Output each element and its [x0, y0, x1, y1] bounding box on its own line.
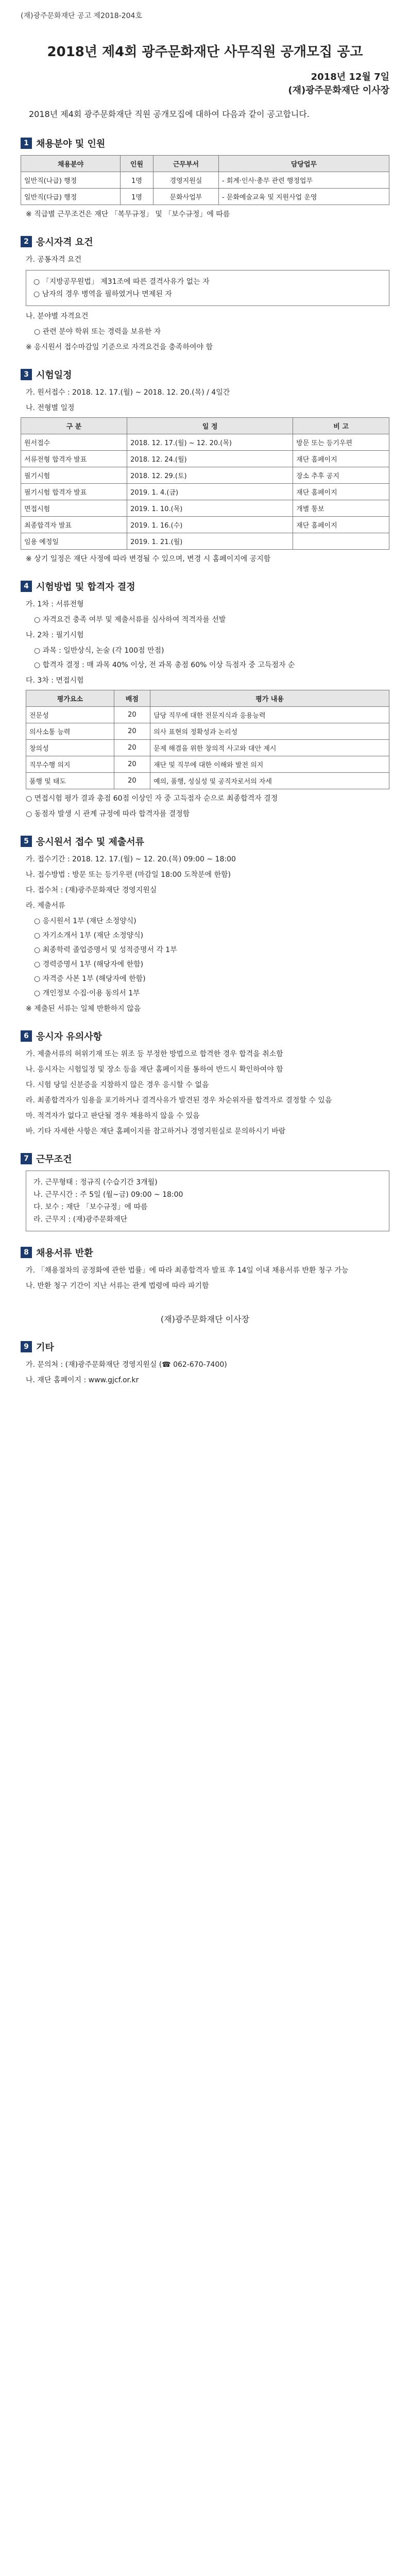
section-number: 8 [21, 1247, 32, 1258]
interview-criteria-table [26, 690, 389, 789]
table-cell: 담당 직무에 대한 전문지식과 응용능력 [150, 707, 389, 723]
schedule-table [21, 417, 389, 550]
table-row [21, 533, 389, 550]
list-item: 나. 반환 청구 기간이 지난 서류는 관계 법령에 따라 파기함 [26, 1282, 209, 1290]
section-misc [21, 1340, 389, 1386]
table-cell: 최종합격자 발표 [21, 517, 127, 533]
section-document-return [21, 1246, 389, 1292]
table-row [21, 517, 389, 533]
list-item: ○ 개인정보 수집·이용 동의서 1부 [34, 989, 140, 997]
list-item: ○ 자격요건 충족 여부 및 제출서류를 심사하여 적격자를 선발 [34, 616, 226, 624]
section-notices [21, 1029, 389, 1138]
table-header-row [21, 156, 389, 172]
list-item: 라. 근무지 : (재)광주문화재단 [33, 1215, 128, 1224]
conditions-box [26, 1171, 389, 1231]
table-cell: 필기시험 합격자 발표 [21, 484, 127, 500]
section-positions [21, 137, 389, 221]
table-header-row [21, 418, 389, 434]
list-item: ○ 면접시험 평가 결과 총점 60점 이상인 자 중 고득점자 순으로 최종합격자 결정 [26, 794, 278, 803]
table-row [21, 500, 389, 517]
list-item: 나. 분야별 자격요건 [26, 312, 89, 320]
table-row [21, 484, 389, 500]
table-row [21, 451, 389, 467]
list-item: 가. 「채용절차의 공정화에 관한 법률」에 따라 최종합격자 발표 후 14일 이내 채용서류 반환 청구 가능 [26, 1266, 349, 1275]
list-item: ○ 동점자 발생 시 관계 규정에 따라 합격자를 결정함 [26, 810, 190, 818]
table-cell: 의사 표현의 정확성과 논리성 [150, 723, 389, 740]
list-item: 가. 근무형태 : 정규직 (수습기간 3개월) [33, 1178, 158, 1187]
list-item: ○ 남자의 경우 병역을 필하였거나 면제된 자 [33, 290, 172, 298]
table-cell: 원서접수 [21, 434, 127, 451]
list-item: 다. 시험 당일 신분증을 지참하지 않은 경우 응시할 수 없음 [26, 1081, 209, 1089]
table-cell: 1명 [121, 189, 153, 205]
list-item: ○ 관련 분야 학위 또는 경력을 보유한 자 [34, 328, 161, 336]
table-row [21, 434, 389, 451]
list-item: 가. 제출서류의 허위기재 또는 위조 등 부정한 방법으로 합격한 경우 합격을 취소함 [26, 1050, 283, 1058]
table-row [26, 723, 389, 740]
table-cell [293, 533, 389, 550]
table-cell: 방문 또는 등기우편 [293, 434, 389, 451]
section-number: 1 [21, 138, 32, 149]
list-item: 나. 접수방법 : 방문 또는 등기우편 (마감일 18:00 도착분에 한함) [26, 871, 231, 879]
section-heading: 채용분야 및 인원 [36, 139, 106, 149]
table-row [26, 707, 389, 723]
section-selection [21, 580, 389, 820]
table-header: 일 정 [127, 418, 293, 434]
list-item: ○ 최종학력 졸업증명서 및 성적증명서 각 1부 [34, 946, 177, 954]
table-cell: - 회계·인사·총무 관련 행정업무 [218, 172, 389, 189]
list-item: 나. 2차 : 필기시험 [26, 631, 84, 639]
positions-table [21, 155, 389, 205]
table-cell: 2019. 1. 16.(수) [127, 517, 293, 533]
section-heading: 시험방법 및 합격자 결정 [36, 582, 135, 592]
list-item: 가. 1차 : 서류전형 [26, 600, 84, 608]
note: ※ 상기 일정은 재단 사정에 따라 변경될 수 있으며, 변경 시 홈페이지에 공지함 [26, 555, 271, 563]
table-header: 평가 내용 [150, 690, 389, 707]
table-row [21, 172, 389, 189]
list-item: ○ 응시원서 1부 (재단 소정양식) [34, 917, 136, 925]
list-item: 가. 접수기간 : 2018. 12. 17.(월) ~ 12. 20.(목) 09:00 ~ 18:00 [26, 855, 236, 863]
section-schedule [21, 368, 389, 565]
section-title [21, 835, 389, 848]
table-cell: 일반직(나급) 행정 [21, 172, 121, 189]
list-item: ○ 과목 : 일반상식, 논술 (각 100점 만점) [34, 647, 164, 655]
table-cell: - 문화예술교육 및 지원사업 운영 [218, 189, 389, 205]
table-cell: 20 [114, 723, 150, 740]
table-row [26, 756, 389, 773]
note: ※ 제출된 서류는 일체 반환하지 않음 [26, 1005, 141, 1013]
section-application [21, 835, 389, 1015]
issue-date-block [21, 71, 389, 97]
table-cell: 창의성 [26, 740, 114, 756]
section-number: 4 [21, 581, 32, 592]
table-cell: 20 [114, 740, 150, 756]
table-cell: 2019. 1. 10.(목) [127, 500, 293, 517]
section-number: 9 [21, 1341, 32, 1352]
list-item: 가. 원서접수 : 2018. 12. 17.(월) ~ 2018. 12. 20.(목) / 4일간 [26, 388, 230, 397]
table-cell: 직무수행 의지 [26, 756, 114, 773]
table-cell: 20 [114, 773, 150, 789]
table-cell: 품행 및 태도 [26, 773, 114, 789]
table-cell: 일반직(다급) 행정 [21, 189, 121, 205]
list-item: 바. 기타 자세한 사항은 재단 홈페이지를 참고하거나 경영지원실로 문의하시기 바람 [26, 1127, 286, 1136]
notice-number: (재)광주문화재단 공고 제2018-204호 [21, 12, 142, 20]
list-item: 가. 문의처 : (재)광주문화재단 경영지원실 (☎ 062-670-7400) [26, 1361, 227, 1369]
section-number: 2 [21, 236, 32, 247]
table-cell: 서류전형 합격자 발표 [21, 451, 127, 467]
intro-text: 2018년 제4회 광주문화재단 직원 공개모집에 대하여 다음과 같이 공고합니다. [29, 109, 310, 119]
table-header: 평가요소 [26, 690, 114, 707]
section-title [21, 235, 389, 248]
list-item: 다. 접수처 : (재)광주문화재단 경영지원실 [26, 886, 157, 894]
table-cell: 재단 홈페이지 [293, 451, 389, 467]
table-header: 구 분 [21, 418, 127, 434]
section-heading: 응시자 유의사항 [36, 1031, 102, 1042]
list-item: ○ 합격자 결정 : 매 과목 40% 이상, 전 과목 총점 60% 이상 득점자 중 고득점자 순 [34, 661, 295, 669]
list-item: 마. 적격자가 없다고 판단될 경우 채용하지 않을 수 있음 [26, 1112, 200, 1120]
section-title [21, 137, 389, 150]
section-number: 6 [21, 1030, 32, 1042]
table-cell: 20 [114, 707, 150, 723]
section-title [21, 580, 389, 593]
notice-title: 2018년 제4회 광주문화재단 사무직원 공개모집 공고 [47, 44, 363, 60]
table-header-row [26, 690, 389, 707]
section-heading: 근무조건 [36, 1154, 72, 1165]
list-item: ※ 응시원서 접수마감일 기준으로 자격요건을 충족하여야 함 [26, 343, 213, 351]
table-cell: 1명 [121, 172, 153, 189]
table-cell: 예의, 품행, 성실성 및 공직자로서의 자세 [150, 773, 389, 789]
section-qualifications [21, 235, 389, 353]
list-item: 나. 근무시간 : 주 5일 (월~금) 09:00 ~ 18:00 [33, 1191, 183, 1199]
table-row [26, 773, 389, 789]
issuer: (재)광주문화재단 이사장 [288, 85, 389, 96]
section-heading: 응시원서 접수 및 제출서류 [36, 837, 145, 848]
table-cell: 재단 홈페이지 [293, 517, 389, 533]
section-number: 7 [21, 1153, 32, 1164]
issue-date: 2018년 12월 7일 [311, 72, 389, 82]
section-title [21, 1340, 389, 1353]
section-heading: 기타 [36, 1342, 54, 1353]
table-row [26, 740, 389, 756]
table-cell: 재단 및 직무에 대한 이해와 발전 의지 [150, 756, 389, 773]
table-row [21, 467, 389, 484]
list-item: 라. 최종합격자가 임용을 포기하거나 결격사유가 발견된 경우 차순위자를 합격자로 결정할 수 있음 [26, 1096, 332, 1105]
table-header: 배점 [114, 690, 150, 707]
table-cell: 경영지원실 [153, 172, 218, 189]
table-header: 채용분야 [21, 156, 121, 172]
table-header: 비 고 [293, 418, 389, 434]
list-item: 가. 공통자격 요건 [26, 256, 82, 264]
table-cell: 2019. 1. 21.(월) [127, 533, 293, 550]
qualification-box [26, 270, 389, 306]
section-title [21, 368, 389, 381]
table-cell: 2018. 12. 24.(월) [127, 451, 293, 467]
table-row [21, 189, 389, 205]
list-item: 나. 응시자는 시험일정 및 장소 등을 재단 홈페이지를 통하여 반드시 확인하여야 함 [26, 1065, 283, 1074]
list-item: 나. 재단 홈페이지 : www.gjcf.or.kr [26, 1376, 139, 1384]
table-cell: 면접시험 [21, 500, 127, 517]
closing-signature: (재)광주문화재단 이사장 [160, 1314, 250, 1324]
list-item: ○ 자격증 사본 1부 (해당자에 한함) [34, 975, 146, 983]
table-cell: 의사소통 능력 [26, 723, 114, 740]
section-title [21, 1152, 389, 1165]
section-heading: 시험일정 [36, 370, 72, 381]
list-item: 나. 전형별 일정 [26, 404, 75, 412]
section-number: 3 [21, 369, 32, 380]
list-item: ○ 경력증명서 1부 (해당자에 한함) [34, 960, 144, 969]
table-cell: 임용 예정일 [21, 533, 127, 550]
table-cell: 개별 통보 [293, 500, 389, 517]
section-title [21, 1029, 389, 1043]
list-item: 다. 보수 : 재단 「보수규정」에 따름 [33, 1203, 148, 1211]
table-cell: 2019. 1. 4.(금) [127, 484, 293, 500]
section-conditions [21, 1152, 389, 1231]
table-cell: 2018. 12. 29.(토) [127, 467, 293, 484]
list-item: ○ 「지방공무원법」 제31조에 따른 결격사유가 없는 자 [33, 278, 210, 286]
note: ※ 직급별 근무조건은 재단 「복무규정」 및 「보수규정」에 따름 [26, 210, 230, 218]
list-item: 다. 3차 : 면접시험 [26, 676, 84, 685]
table-cell: 장소 추후 공지 [293, 467, 389, 484]
section-heading: 응시자격 요건 [36, 237, 93, 248]
table-cell: 문화사업부 [153, 189, 218, 205]
table-cell: 재단 홈페이지 [293, 484, 389, 500]
table-cell: 문제 해결을 위한 창의적 사고와 대안 제시 [150, 740, 389, 756]
list-item: 라. 제출서류 [26, 902, 65, 910]
table-cell: 전문성 [26, 707, 114, 723]
list-item: ○ 자기소개서 1부 (재단 소정양식) [34, 931, 144, 940]
section-title [21, 1246, 389, 1259]
section-number: 5 [21, 836, 32, 847]
table-cell: 필기시험 [21, 467, 127, 484]
table-cell: 20 [114, 756, 150, 773]
table-cell: 2018. 12. 17.(월) ~ 12. 20.(목) [127, 434, 293, 451]
table-header: 근무부서 [153, 156, 218, 172]
table-header: 인원 [121, 156, 153, 172]
section-heading: 채용서류 반환 [36, 1248, 93, 1259]
table-header: 담당업무 [218, 156, 389, 172]
